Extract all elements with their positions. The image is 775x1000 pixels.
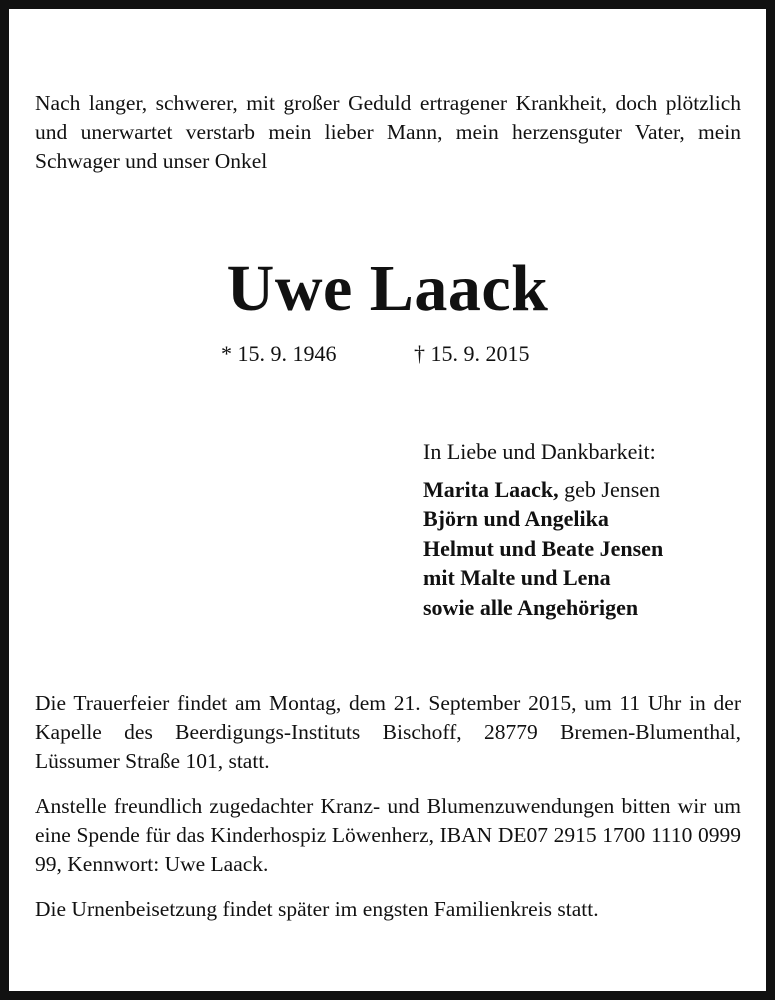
deceased-name: Uwe Laack — [226, 252, 549, 325]
mourner-line: mit Malte und Lena — [423, 565, 611, 590]
intro-text: Nach langer, schwerer, mit großer Geduld ertragener Krankheit, doch plötzlich und unerwartet verstarb mein lieber Mann, mein herzensguter Vater, mein Schwager und unser Onkel — [35, 91, 741, 173]
funeral-info-paragraph: Die Trauerfeier findet am Montag, dem 21. September 2015, um 11 Uhr in der Kapelle des Beerdigungs-Instituts Bischoff, 28779 Bremen-Blumenthal, Lüssumer Straße 101, statt. — [35, 691, 741, 773]
mourner-name-bold: Marita Laack, — [423, 476, 559, 502]
death-date: † 15. 9. 2015 — [414, 341, 530, 366]
donation-paragraph: Anstelle freundlich zugedachter Kranz- und Blumenzuwendungen bitten wir um eine Spende für das Kinderhospiz Löwenherz, IBAN DE07 2915 1700 1110 0999 99, Kennwort: Uwe Laack. — [35, 794, 741, 876]
mourner-line — [423, 475, 663, 505]
mourner-line: Björn und Angelika — [423, 506, 609, 531]
birth-date: * 15. 9. 1946 — [221, 341, 337, 366]
urn-burial-paragraph: Die Urnenbeisetzung findet später im engsten Familienkreis statt. — [35, 897, 599, 921]
mourner-line: Helmut und Beate Jensen — [423, 535, 664, 561]
thanks-line: In Liebe und Dankbarkeit: — [423, 439, 656, 464]
mourner-line: sowie alle Angehörigen — [423, 594, 639, 620]
mourner-name-suffix: geb Jensen — [558, 476, 661, 502]
mourners-block — [423, 437, 663, 622]
